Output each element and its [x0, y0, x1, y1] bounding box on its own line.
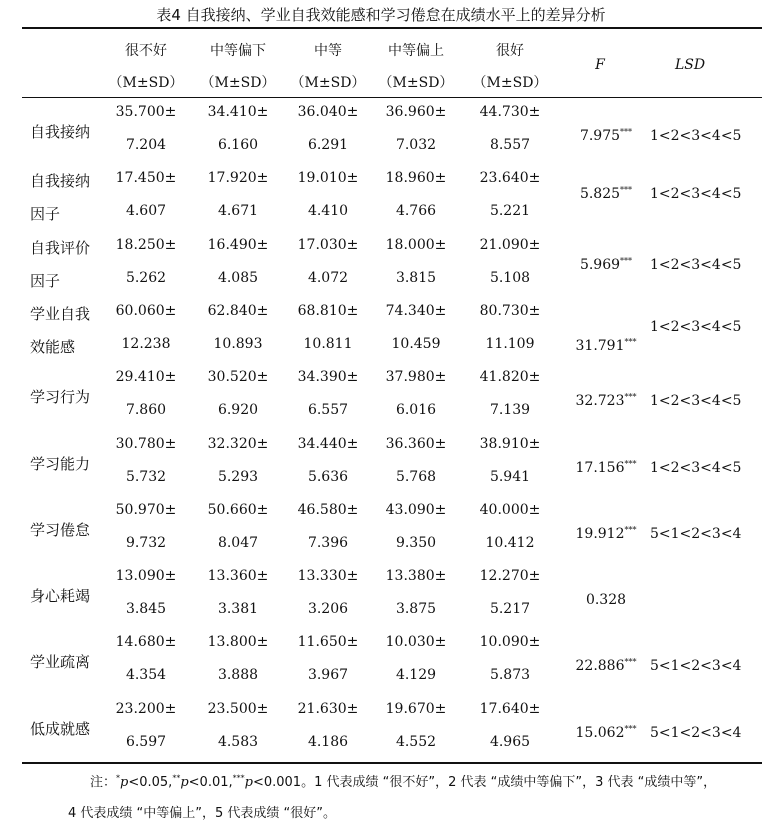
mean-cell: 12.270± — [479, 568, 541, 585]
mean-cell: 62.840± — [207, 302, 269, 319]
sd-cell: 7.032 — [395, 137, 437, 153]
mean-cell: 17.920± — [207, 170, 269, 187]
sd-cell: 9.350 — [395, 534, 437, 551]
mean-cell: 34.390± — [297, 369, 359, 386]
column-subheader: （M±SD） — [472, 75, 548, 91]
f-value-cell — [561, 186, 651, 202]
sd-cell: 4.354 — [125, 667, 167, 684]
column-header: 中等偏上 — [388, 43, 444, 59]
mean-cell: 80.730± — [479, 302, 541, 319]
mean-cell: 29.410± — [115, 369, 177, 386]
mean-cell: 36.960± — [385, 104, 447, 120]
f-value: 17.156 — [575, 459, 625, 476]
mean-cell: 74.340± — [385, 302, 447, 319]
mean-cell: 13.090± — [115, 568, 177, 585]
column-subheader: （M±SD） — [108, 75, 184, 91]
sd-cell: 4.410 — [307, 203, 349, 220]
mean-cell: 23.640± — [479, 170, 541, 187]
bottom-rule — [22, 762, 762, 764]
f-value-cell — [561, 526, 651, 542]
sd-cell: 4.607 — [125, 203, 167, 220]
lsd-cell: 1<2<3<4<5 — [650, 128, 742, 144]
sd-cell: 6.920 — [217, 402, 259, 419]
sd-cell: 7.860 — [125, 402, 167, 419]
row-label: 自我接纳 — [30, 172, 91, 191]
sd-cell: 11.109 — [485, 335, 535, 352]
f-value: 15.062 — [575, 724, 625, 741]
f-value-cell — [561, 393, 651, 409]
sd-cell: 5.262 — [125, 269, 167, 286]
sd-cell: 8.557 — [489, 137, 531, 153]
sd-cell: 5.293 — [217, 468, 259, 485]
significance-marker: *** — [624, 458, 637, 468]
column-subheader: （M±SD） — [200, 75, 276, 91]
sd-cell: 5.768 — [395, 468, 437, 485]
significance-marker: *** — [620, 127, 633, 137]
sd-cell: 5.217 — [489, 601, 531, 618]
row-label: 学业疏离 — [30, 653, 91, 672]
mean-cell: 35.700± — [115, 104, 177, 120]
sd-cell: 3.967 — [307, 667, 349, 684]
significance-marker: *** — [620, 185, 633, 195]
f-value-cell — [561, 338, 651, 354]
f-value: 19.912 — [575, 525, 625, 542]
column-header: 中等 — [314, 43, 342, 59]
row-label: 身心耗竭 — [30, 587, 91, 606]
sd-cell: 6.597 — [125, 733, 167, 750]
sd-cell: 4.186 — [307, 733, 349, 750]
column-header: 很不好 — [125, 43, 167, 59]
mean-cell: 43.090± — [385, 501, 447, 518]
sd-cell: 7.204 — [125, 137, 167, 153]
mean-cell: 16.490± — [207, 236, 269, 253]
mean-cell: 14.680± — [115, 634, 177, 651]
mean-cell: 30.520± — [207, 369, 269, 386]
sd-cell: 5.941 — [489, 468, 531, 485]
mean-cell: 18.250± — [115, 236, 177, 253]
lsd-cell: 1<2<3<4<5 — [650, 393, 742, 410]
top-rule — [22, 27, 762, 29]
sd-cell: 6.160 — [217, 137, 259, 153]
f-value: 7.975 — [579, 128, 621, 144]
mean-cell: 38.910± — [479, 435, 541, 452]
sd-cell: 6.557 — [307, 402, 349, 419]
mean-cell: 36.360± — [385, 435, 447, 452]
lsd-cell: 5<1<2<3<4 — [650, 658, 742, 675]
sd-cell: 3.815 — [395, 269, 437, 286]
significance-marker: *** — [624, 525, 637, 535]
mean-cell: 10.090± — [479, 634, 541, 651]
row-label: 自我评价 — [30, 238, 91, 257]
f-value-cell — [561, 725, 651, 741]
sd-cell: 4.552 — [395, 733, 437, 750]
column-subheader: （M±SD） — [378, 75, 454, 91]
f-value: 5.969 — [579, 256, 621, 273]
row-label: 学习倦怠 — [30, 520, 91, 539]
mean-cell: 11.650± — [297, 634, 359, 651]
f-value: 22.886 — [575, 658, 625, 675]
mean-cell: 13.800± — [207, 634, 269, 651]
sd-cell: 3.845 — [125, 601, 167, 618]
sd-cell: 10.893 — [213, 335, 263, 352]
sd-cell: 8.047 — [217, 534, 259, 551]
mean-cell: 13.380± — [385, 568, 447, 585]
column-subheader: （M±SD） — [290, 75, 366, 91]
mean-cell: 19.670± — [385, 700, 447, 717]
sd-cell: 5.108 — [489, 269, 531, 286]
sd-cell: 5.873 — [489, 667, 531, 684]
significance-marker: *** — [624, 337, 637, 347]
mean-cell: 37.980± — [385, 369, 447, 386]
mean-cell: 44.730± — [479, 104, 541, 120]
sd-cell: 4.965 — [489, 733, 531, 750]
mean-cell: 34.410± — [207, 104, 269, 120]
mean-cell: 23.500± — [207, 700, 269, 717]
row-label: 学习能力 — [30, 454, 91, 473]
row-label-continued: 因子 — [30, 271, 61, 290]
sd-cell: 6.016 — [395, 402, 437, 419]
mean-cell: 13.330± — [297, 568, 359, 585]
mean-cell: 17.640± — [479, 700, 541, 717]
lsd-column-header: LSD — [674, 57, 706, 73]
f-value: 31.791 — [575, 337, 625, 354]
f-value-cell — [561, 128, 651, 144]
mean-cell: 46.580± — [297, 501, 359, 518]
sd-cell: 7.396 — [307, 534, 349, 551]
f-value: 0.328 — [585, 592, 627, 609]
mean-cell: 19.010± — [297, 170, 359, 187]
f-value-cell — [561, 658, 651, 674]
f-value: 32.723 — [575, 393, 625, 410]
sd-cell: 3.875 — [395, 601, 437, 618]
mean-cell: 21.630± — [297, 700, 359, 717]
sd-cell: 5.732 — [125, 468, 167, 485]
lsd-cell: 1<2<3<4<5 — [650, 186, 742, 203]
sd-cell: 4.072 — [307, 269, 349, 286]
mean-cell: 10.030± — [385, 634, 447, 651]
mean-cell: 36.040± — [297, 104, 359, 120]
mean-cell: 23.200± — [115, 700, 177, 717]
f-value-cell — [561, 257, 651, 273]
mean-cell: 30.780± — [115, 435, 177, 452]
sd-cell: 4.766 — [395, 203, 437, 220]
mean-cell: 18.000± — [385, 236, 447, 253]
sd-cell: 4.129 — [395, 667, 437, 684]
mean-cell: 50.660± — [207, 501, 269, 518]
mean-cell: 60.060± — [115, 302, 177, 319]
sd-cell: 10.811 — [303, 335, 353, 352]
mean-cell: 18.960± — [385, 170, 447, 187]
sd-cell: 10.459 — [391, 335, 441, 352]
sd-cell: 9.732 — [125, 534, 167, 551]
row-label: 学业自我 — [30, 304, 91, 323]
sd-cell: 12.238 — [121, 335, 171, 352]
significance-marker: *** — [620, 255, 633, 265]
sd-cell: 3.888 — [217, 667, 259, 684]
sd-cell: 5.636 — [307, 468, 349, 485]
significance-marker: *** — [624, 392, 637, 402]
f-column-header: F — [595, 57, 605, 73]
lsd-cell: 1<2<3<4<5 — [650, 318, 742, 335]
sd-cell: 4.671 — [217, 203, 259, 220]
lsd-cell: 1<2<3<4<5 — [650, 459, 742, 476]
mean-cell: 21.090± — [479, 236, 541, 253]
lsd-cell: 5<1<2<3<4 — [650, 724, 742, 741]
sd-cell: 3.381 — [217, 601, 259, 618]
sd-cell: 6.291 — [307, 137, 349, 153]
sd-cell: 5.221 — [489, 203, 531, 220]
row-label-continued: 因子 — [30, 205, 61, 224]
significance-marker: *** — [624, 657, 637, 667]
mean-cell: 17.030± — [297, 236, 359, 253]
table-note-line2: 4 代表成绩 “中等偏上”，5 代表成绩 “很好”。 — [68, 806, 337, 821]
column-header: 很好 — [496, 43, 524, 59]
table-title: 表4 自我接纳、学业自我效能感和学习倦怠在成绩水平上的差异分析 — [156, 6, 606, 24]
row-label: 低成就感 — [30, 719, 91, 738]
mean-cell: 68.810± — [297, 302, 359, 319]
row-label: 学习行为 — [30, 388, 91, 407]
table-note: 注：*p<0.05,**p<0.01,***p<0.001。1 代表成绩 “很不好”，2 代表 “成绩中等偏下”，3 代表 “成绩中等”， — [90, 773, 717, 790]
lsd-cell: 5<1<2<3<4 — [650, 525, 742, 542]
row-label: 自我接纳 — [30, 123, 91, 141]
mean-cell: 50.970± — [115, 501, 177, 518]
sd-cell: 3.206 — [307, 601, 349, 618]
f-value: 5.825 — [579, 186, 621, 203]
sd-cell: 10.412 — [485, 534, 535, 551]
header-rule — [22, 97, 762, 98]
significance-marker: *** — [624, 724, 637, 734]
f-value-cell — [561, 460, 651, 476]
mean-cell: 17.450± — [115, 170, 177, 187]
sd-cell: 4.583 — [217, 733, 259, 750]
mean-cell: 13.360± — [207, 568, 269, 585]
sd-cell: 4.085 — [217, 269, 259, 286]
lsd-cell: 1<2<3<4<5 — [650, 256, 742, 273]
row-label-continued: 效能感 — [30, 337, 76, 356]
mean-cell: 41.820± — [479, 369, 541, 386]
sd-cell: 7.139 — [489, 402, 531, 419]
f-value-cell — [561, 592, 651, 608]
mean-cell: 40.000± — [479, 501, 541, 518]
mean-cell: 34.440± — [297, 435, 359, 452]
column-header: 中等偏下 — [210, 43, 266, 59]
mean-cell: 32.320± — [207, 435, 269, 452]
